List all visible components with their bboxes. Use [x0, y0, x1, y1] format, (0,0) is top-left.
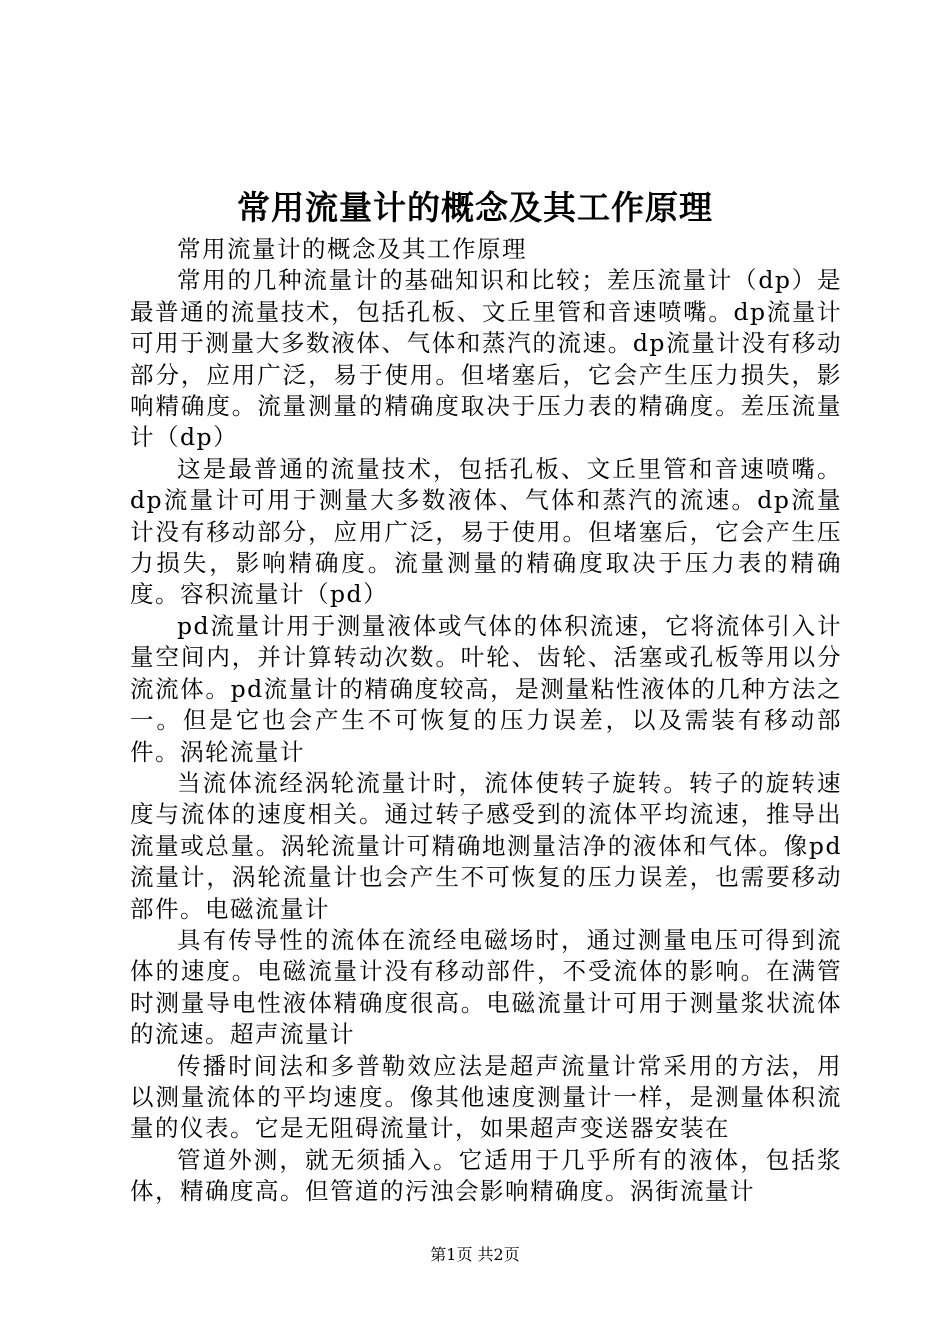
- paragraph-dp-flowmeter: 这是最普通的流量技术，包括孔板、文丘里管和音速喷嘴。dp流量计可用于测量大多数液体、气体和蒸汽的流速。dp流量计没有移动部分，应用广泛，易于使用。但堵塞后，它会产生压力损失，影响精确度。流量测量的精确度取决于压力表的精确度。容积流量计（pd）: [130, 454, 842, 609]
- paragraph-ultrasonic-flowmeter: 传播时间法和多普勒效应法是超声流量计常采用的方法，用以测量流体的平均速度。像其他速度测量计一样，是测量体积流量的仪表。它是无阻碍流量计，如果超声变送器安装在: [130, 1051, 842, 1143]
- paragraph-turbine-flowmeter: 当流体流经涡轮流量计时，流体使转子旋转。转子的旋转速度与流体的速度相关。通过转子感受到的流体平均流速，推导出流量或总量。涡轮流量计可精确地测量洁净的液体和气体。像pd流量计，涡轮流量计也会产生不可恢复的压力误差，也需要移动部件。电磁流量计: [130, 768, 842, 923]
- paragraph-electromagnetic-flowmeter: 具有传导性的流体在流经电磁场时，通过测量电压可得到流体的速度。电磁流量计没有移动部件，不受流体的影响。在满管时测量导电性液体精确度很高。电磁流量计可用于测量浆状流体的流速。超声流量计: [130, 925, 842, 1049]
- paragraph-subtitle: 常用流量计的概念及其工作原理: [177, 235, 527, 263]
- document-body: [130, 234, 842, 1208]
- paragraph-ultrasonic-continued: 管道外测，就无须插入。它适用于几乎所有的液体，包括浆体，精确度高。但管道的污浊会影响精确度。涡街流量计: [130, 1145, 842, 1206]
- document-title: 常用流量计的概念及其工作原理: [237, 188, 713, 227]
- paragraph-dp-intro: 常用的几种流量计的基础知识和比较；差压流量计（dp）是最普通的流量技术，包括孔板、文丘里管和音速喷嘴。dp流量计可用于测量大多数液体、气体和蒸汽的流速。dp流量计没有移动部分，应用广泛，易于使用。但堵塞后，它会产生压力损失，影响精确度。流量测量的精确度取决于压力表的精确度。差压流量计（dp）: [130, 266, 842, 452]
- paragraph-pd-flowmeter: pd流量计用于测量液体或气体的体积流速，它将流体引入计量空间内，并计算转动次数。叶轮、齿轮、活塞或孔板等用以分流流体。pd流量计的精确度较高，是测量粘性液体的几种方法之一。但是它也会产生不可恢复的压力误差，以及需装有移动部件。涡轮流量计: [130, 611, 842, 766]
- page-number-footer: 第1页 共2页: [430, 1245, 520, 1264]
